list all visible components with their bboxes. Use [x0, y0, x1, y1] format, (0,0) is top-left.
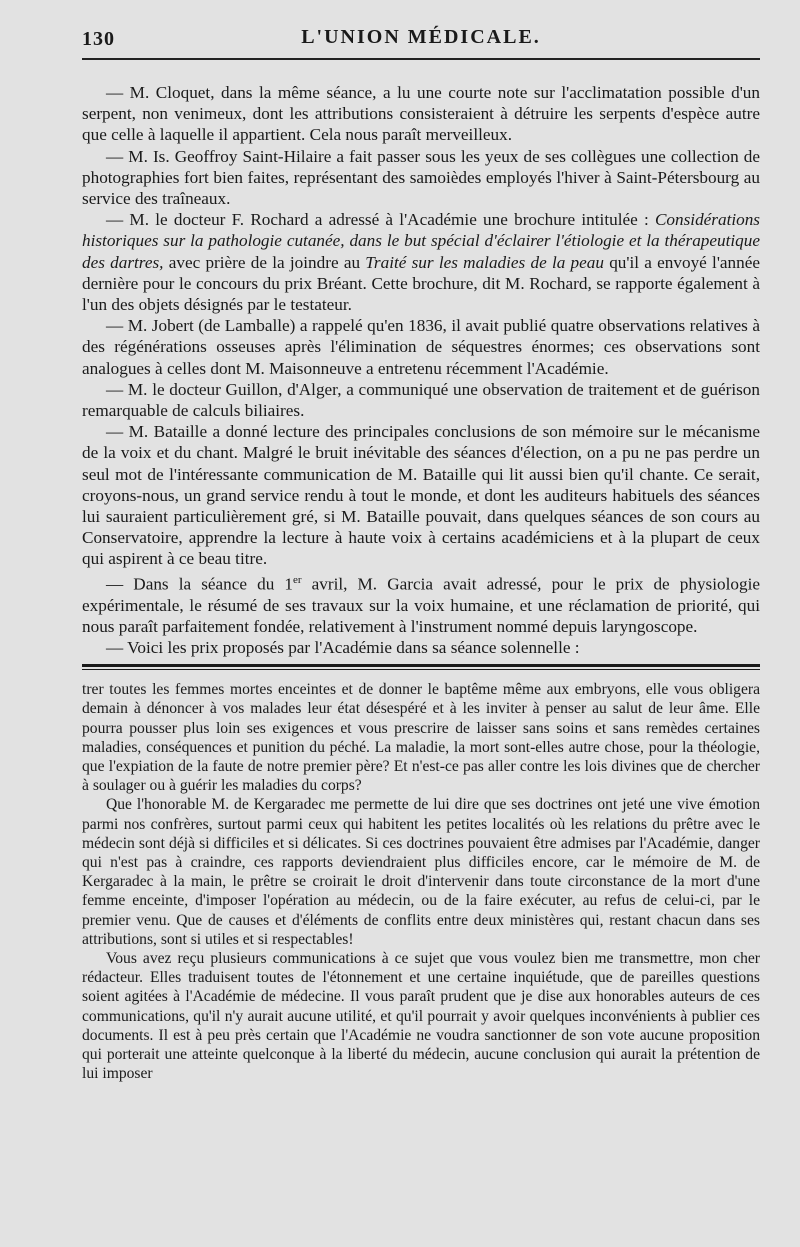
rochard-end: qu'il a envoyé l'année dernière pour le concours du prix Bréant. Cette brochure, dit M. Rochard, se rapporte également à l'un des objets désignés par le testateur.	[82, 252, 760, 315]
paragraph-rochard	[82, 209, 760, 315]
paragraph-communications: Vous avez reçu plusieurs communications à ce sujet que vous voulez bien me transmettre, mon cher rédacteur. Elles traduisent toutes de l'étonnement et une certaine inquiétude, que de pareilles questions soient agitées à l'Académie de médecine. Il vous paraît prudent que je dise aux honorables auteurs de ces communications, qu'il n'y aurait aucune utilité, et qu'il pourrait y avoir quelques inconvénients à publier ces documents. Il est à peu près certain que l'Académie ne voudra sanctionner de son vote aucune proposition qui porterait une atteinte quelconque à la liberté du médecin, aucune conclusion qui aurait la prétention de lui imposer	[82, 950, 760, 1083]
page-number: 130	[82, 28, 115, 50]
garcia-superscript: er	[292, 573, 302, 586]
paragraph-geoffroy: — M. Is. Geoffroy Saint-Hilaire a fait passer sous les yeux de ses collègues une collection de photographies fort bien faites, représentant des samoièdes employés l'hiver à Saint-Pétersbourg au service des traîneaux.	[82, 146, 760, 209]
paragraph-kergaradec: Que l'honorable M. de Kergaradec me permette de lui dire que ses doctrines ont jeté une vive émotion parmi nos confrères, surtout parmi ceux qui habitent les petites localités où les relations du prêtre avec le médecin sont déjà si difficiles et si délicates. Si ces doctrines pouvaient être admises par l'Académie, danger qui n'est pas à craindre, ces rapports deviendraient plus difficiles encore, car le mémoire de M. de Kergaradec à la main, le prêtre se croirait le droit d'intervenir dans toute circonstance de la mort d'une femme enceinte, d'imposer l'opération au médecin, ou de la faire exécuter, au refus de celui-ci, par le premier venu. Que de causes et d'éléments de conflits entre deux ministères qui, restant chacun dans ses attributions, sont si utiles et si respectables!	[82, 796, 760, 948]
paragraph-guillon: — M. le docteur Guillon, d'Alger, a communiqué une observation de traitement et de guérison remarquable de calculs biliaires.	[82, 379, 760, 421]
rochard-intro: — M. le docteur F. Rochard a adressé à l'Académie une brochure intitulée :	[106, 210, 655, 230]
paragraph-garcia	[82, 570, 760, 637]
page-header	[82, 18, 760, 60]
paragraph-jobert: — M. Jobert (de Lamballe) a rappelé qu'en 1836, il avait publié quatre observations relatives à des régénérations osseuses après l'élimination de séquestres énormes; ces observations sont analogues à celles dont M. Maisonneuve a entretenu récemment l'Académie.	[82, 316, 760, 378]
section-separator	[82, 664, 760, 670]
garcia-rest: avril, M. Garcia avait adressé, pour le prix de physiologie expérimentale, le résumé de ses travaux sur la voix humaine, et une réclamation de priorité, qui nous paraît parfaitement fondée, relativement à l'instrument nommé depuis laryngoscope.	[82, 574, 760, 636]
running-title: L'UNION MÉDICALE.	[301, 26, 541, 48]
main-text-section	[82, 60, 760, 658]
treatise-title: Traité sur les maladies de la peau	[365, 252, 604, 272]
feuilleton-section	[82, 680, 760, 1083]
paragraph-prizes: — Voici les prix proposés par l'Académie dans sa séance solennelle :	[106, 638, 580, 658]
brochure-title: Considérations historiques sur la pathologie cutanée, dans le but spécial d'éclairer l'étiologie et la thérapeutique des dartres,	[82, 210, 760, 272]
rochard-middle: avec prière de la joindre au	[163, 252, 366, 272]
garcia-intro: — Dans la séance du 1	[106, 574, 293, 594]
paragraph-bataille: — M. Bataille a donné lecture des principales conclusions de son mémoire sur le mécanisme de la voix et du chant. Malgré le bruit inévitable des séances d'élection, on a pu ne pas perdre un seul mot de l'intéressante communication de M. Bataille qui lit aussi bien qu'il chante. Ce serait, croyons-nous, un grand service rendu à tout le monde, et dont les auditeurs habituels des séances lui sauraient particulièrement gré, si M. Bataille pouvait, dans quelques séances de son cours au Conservatoire, apprendre la lecture à haute voix à certains académiciens et à la plupart de ceux qui aspirent à ce beau titre.	[82, 422, 760, 569]
paragraph-continuation: trer toutes les femmes mortes enceintes et de donner le baptême même aux embryons, elle vous obligera demain à dénoncer à vos malades leur état désespéré et à les inviter à penser au salut de leur âme. Elle pourra pousser plus loin ses exigences et vous prescrire de laisser sans soins et sans remèdes certaines maladies, conséquences et punition du péché. La maladie, la mort sont-elles autre chose, pour la théologie, que l'expiation de la faute de notre premier père? Et n'est-ce pas aller contre les lois divines que de chercher à soulager ou à guérir les maladies du corps?	[82, 681, 760, 795]
paragraph-cloquet: — M. Cloquet, dans la même séance, a lu une courte note sur l'acclimatation possible d'un serpent, non venimeux, dont les attributions consisteraient à détruire les serpents d'espèce autre que celle à laquelle il appartient. Cela nous paraît merveilleux.	[82, 83, 760, 145]
